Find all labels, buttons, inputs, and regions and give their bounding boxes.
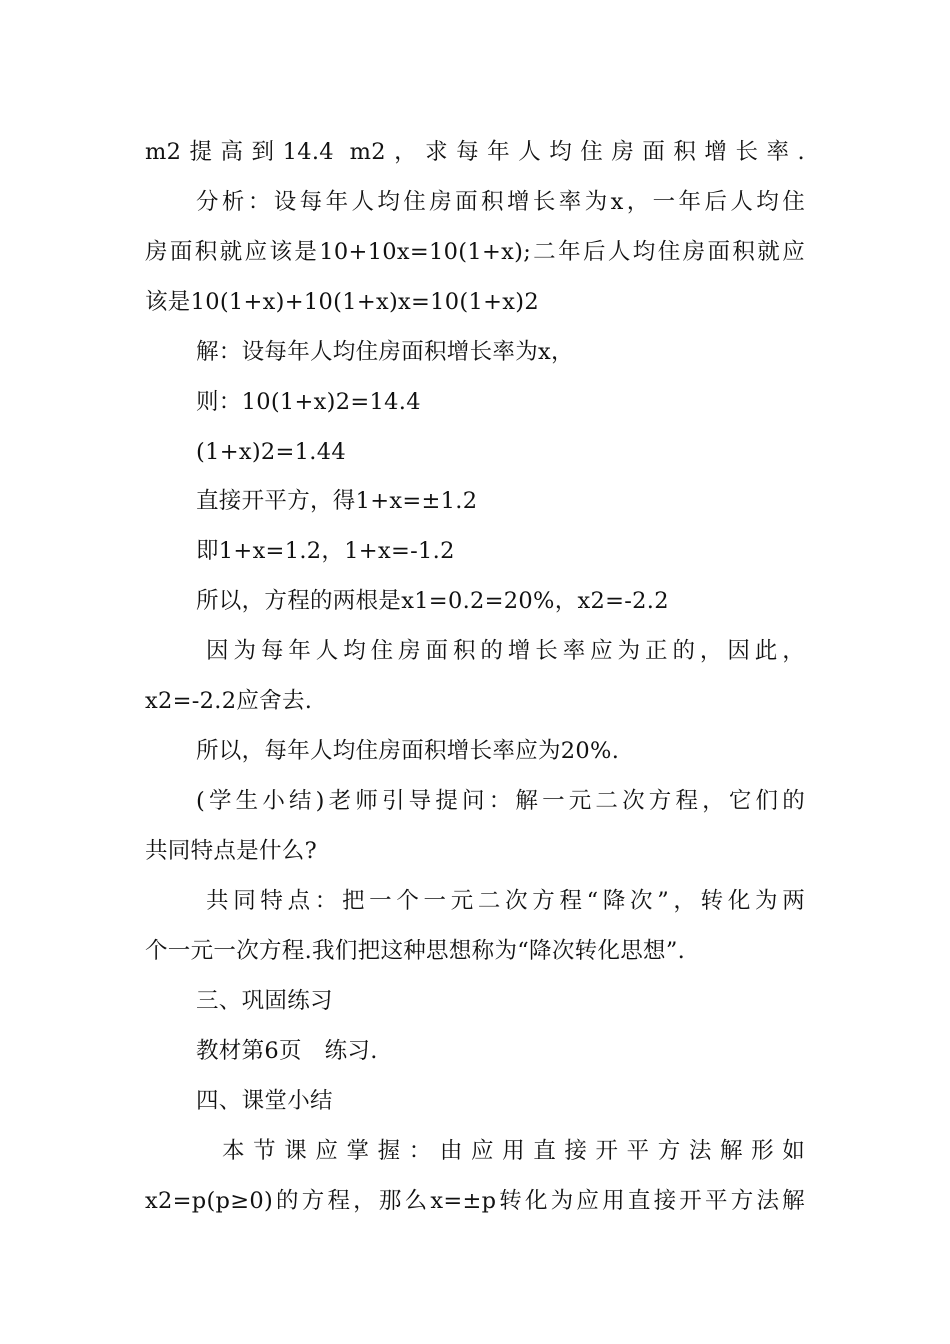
text-line: 所以，每年人均住房面积增长率应为20%. [196, 738, 620, 764]
text-line: 因为每年人均住房面积的增长率应为正的，因此， [206, 638, 805, 664]
text-line: (1+x)2=1.44 [196, 439, 346, 465]
text-line: 直接开平方，得1+x=±1.2 [196, 488, 478, 514]
section-heading: 三、巩固练习 [196, 988, 333, 1014]
text-line: x2=p(p≥0)的方程，那么x=±p转化为应用直接开平方法解 [145, 1188, 805, 1214]
text-line: 所以，方程的两根是x1=0.2=20%，x2=-2.2 [196, 588, 669, 614]
text-line: 本节课应掌握：由应用直接开平方法解形如 [222, 1138, 805, 1164]
text-line: 即1+x=1.2，1+x=-1.2 [196, 538, 455, 564]
text-line: 解：设每年人均住房面积增长率为x， [196, 339, 574, 365]
text-line: 共同特点：把一个一元二次方程“降次”，转化为两 [206, 888, 805, 914]
text-line: 则：10(1+x)2=14.4 [196, 389, 421, 415]
text-line: 房面积就应该是10+10x=10(1+x);二年后人均住房面积就应 [145, 239, 805, 265]
section-heading: 四、课堂小结 [196, 1088, 333, 1114]
text-line: 分析：设每年人均住房面积增长率为x，一年后人均住 [196, 189, 805, 215]
text-line: 共同特点是什么? [145, 838, 317, 864]
text-line: m2提高到14.4 m2，求每年人均住房面积增长率. [145, 139, 805, 165]
text-line: 教材第6页 练习. [196, 1038, 378, 1064]
text-line: 该是10(1+x)+10(1+x)x=10(1+x)2 [145, 289, 539, 315]
text-line: 个一元一次方程.我们把这种思想称为“降次转化思想”. [145, 938, 686, 964]
text-line: x2=-2.2应舍去. [145, 688, 313, 714]
text-line: (学生小结)老师引导提问：解一元二次方程，它们的 [196, 788, 805, 814]
